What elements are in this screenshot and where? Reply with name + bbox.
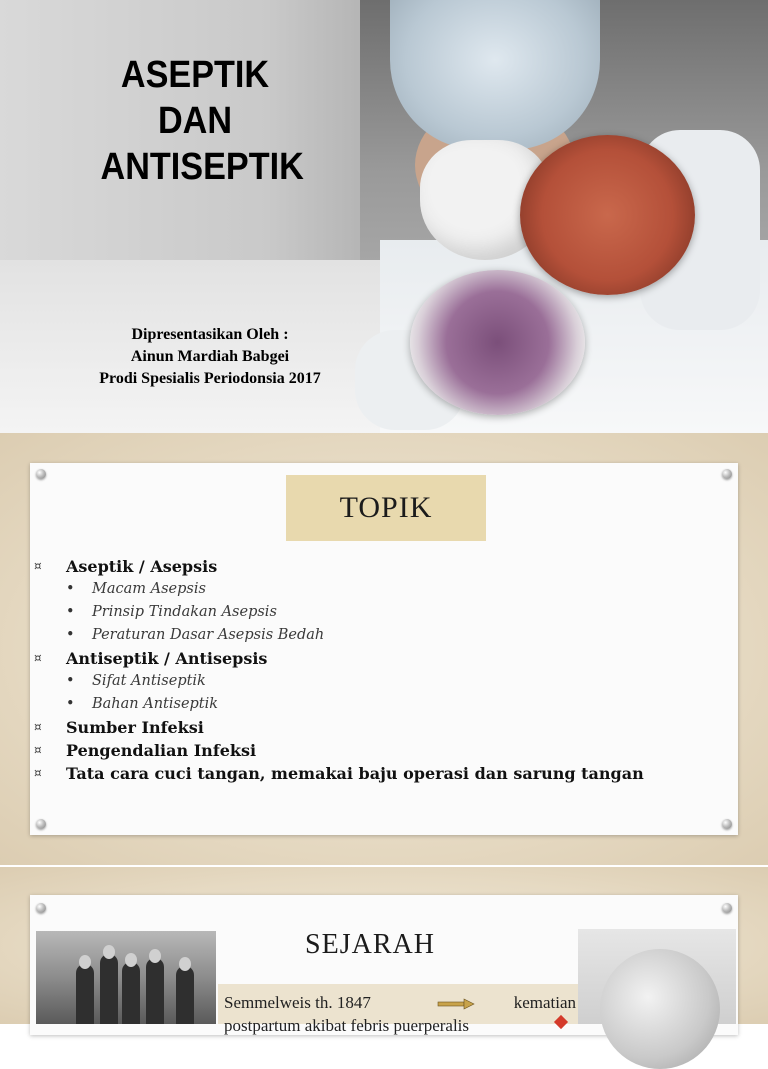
topic-label: Pengendalian Infeksi <box>66 741 257 760</box>
pin-icon <box>722 903 732 913</box>
petri-dish-red-image <box>520 135 695 295</box>
sub-list-item <box>34 693 734 716</box>
figure-head <box>103 945 115 959</box>
bullet-icon: • <box>66 696 75 712</box>
sub-list-item <box>34 670 734 693</box>
presenter-label: Dipresentasikan Oleh : <box>131 326 289 343</box>
figure-head <box>149 949 161 963</box>
figure-silhouette <box>76 964 94 1024</box>
list-item <box>34 716 734 739</box>
history-slide <box>0 867 768 1024</box>
list-item <box>34 739 734 762</box>
bullet-icon: • <box>66 627 75 643</box>
figure-head <box>79 955 91 969</box>
petri-dish-purple-image <box>410 270 585 415</box>
subtopic-label: Prinsip Tindakan Asepsis <box>92 604 277 620</box>
subtopic-label: Macam Asepsis <box>92 581 206 597</box>
bullet-icon: • <box>66 673 75 689</box>
bullet-icon: ¤ <box>34 559 42 573</box>
presenter-program: Prodi Spesialis Periodonsia 2017 <box>99 370 321 387</box>
historical-group-photo <box>36 931 216 1024</box>
topic-label: Antiseptik / Antisepsis <box>66 649 268 668</box>
topic-label: Aseptik / Asepsis <box>66 557 218 576</box>
figure-silhouette <box>122 962 140 1024</box>
subtopic-label: Sifat Antiseptik <box>92 673 206 689</box>
presenter-name: Ainun Mardiah Babgei <box>130 348 290 365</box>
figure-head <box>179 957 191 971</box>
portrait-photo <box>578 929 736 1024</box>
sub-list-item <box>34 578 734 601</box>
presenter-info <box>60 324 360 390</box>
sub-list-item <box>34 624 734 647</box>
bullet-icon: • <box>66 604 75 620</box>
pin-icon <box>722 819 732 829</box>
title-line: ANTISEPTIK <box>100 146 304 188</box>
surgical-cap-image <box>390 0 600 150</box>
pin-icon <box>36 903 46 913</box>
history-text-line-2 <box>224 1015 576 1024</box>
history-text-right: kematian <box>513 993 576 1012</box>
list-item <box>34 647 734 670</box>
figure-silhouette <box>176 966 194 1024</box>
bullet-icon: ¤ <box>34 743 42 757</box>
title-slide <box>0 0 768 433</box>
title-line: ASEPTIK <box>120 54 270 96</box>
bullet-icon: ¤ <box>34 766 42 780</box>
history-heading: SEJARAH <box>305 929 435 960</box>
portrait-head <box>600 949 720 1069</box>
presentation-title <box>100 52 304 190</box>
bullet-icon: ¤ <box>34 720 42 734</box>
subtopic-label: Peraturan Dasar Asepsis Bedah <box>92 627 325 643</box>
topic-heading: TOPIK <box>286 475 486 541</box>
topic-label: Tata cara cuci tangan, memakai baju operasi dan sarung tangan <box>66 764 644 783</box>
figure-head <box>125 953 137 967</box>
list-item <box>34 762 734 785</box>
subtopic-label: Bahan Antiseptik <box>92 696 219 712</box>
topic-slide <box>0 433 768 865</box>
pin-icon <box>722 469 732 479</box>
history-text-left: Semmelweis th. 1847 <box>224 993 371 1012</box>
topic-label: Sumber Infeksi <box>66 718 204 737</box>
title-line: DAN <box>157 100 233 142</box>
list-item <box>34 555 734 578</box>
figure-silhouette <box>146 958 164 1024</box>
slide-card <box>30 463 738 835</box>
bullet-icon: ¤ <box>34 651 42 665</box>
right-arrow-icon <box>438 999 474 1009</box>
pin-icon <box>36 469 46 479</box>
figure-silhouette <box>100 954 118 1024</box>
pin-icon <box>36 819 46 829</box>
sub-list-item <box>34 601 734 624</box>
topic-list <box>34 555 734 785</box>
bullet-icon: • <box>66 581 75 597</box>
history-text-line <box>224 993 576 1015</box>
